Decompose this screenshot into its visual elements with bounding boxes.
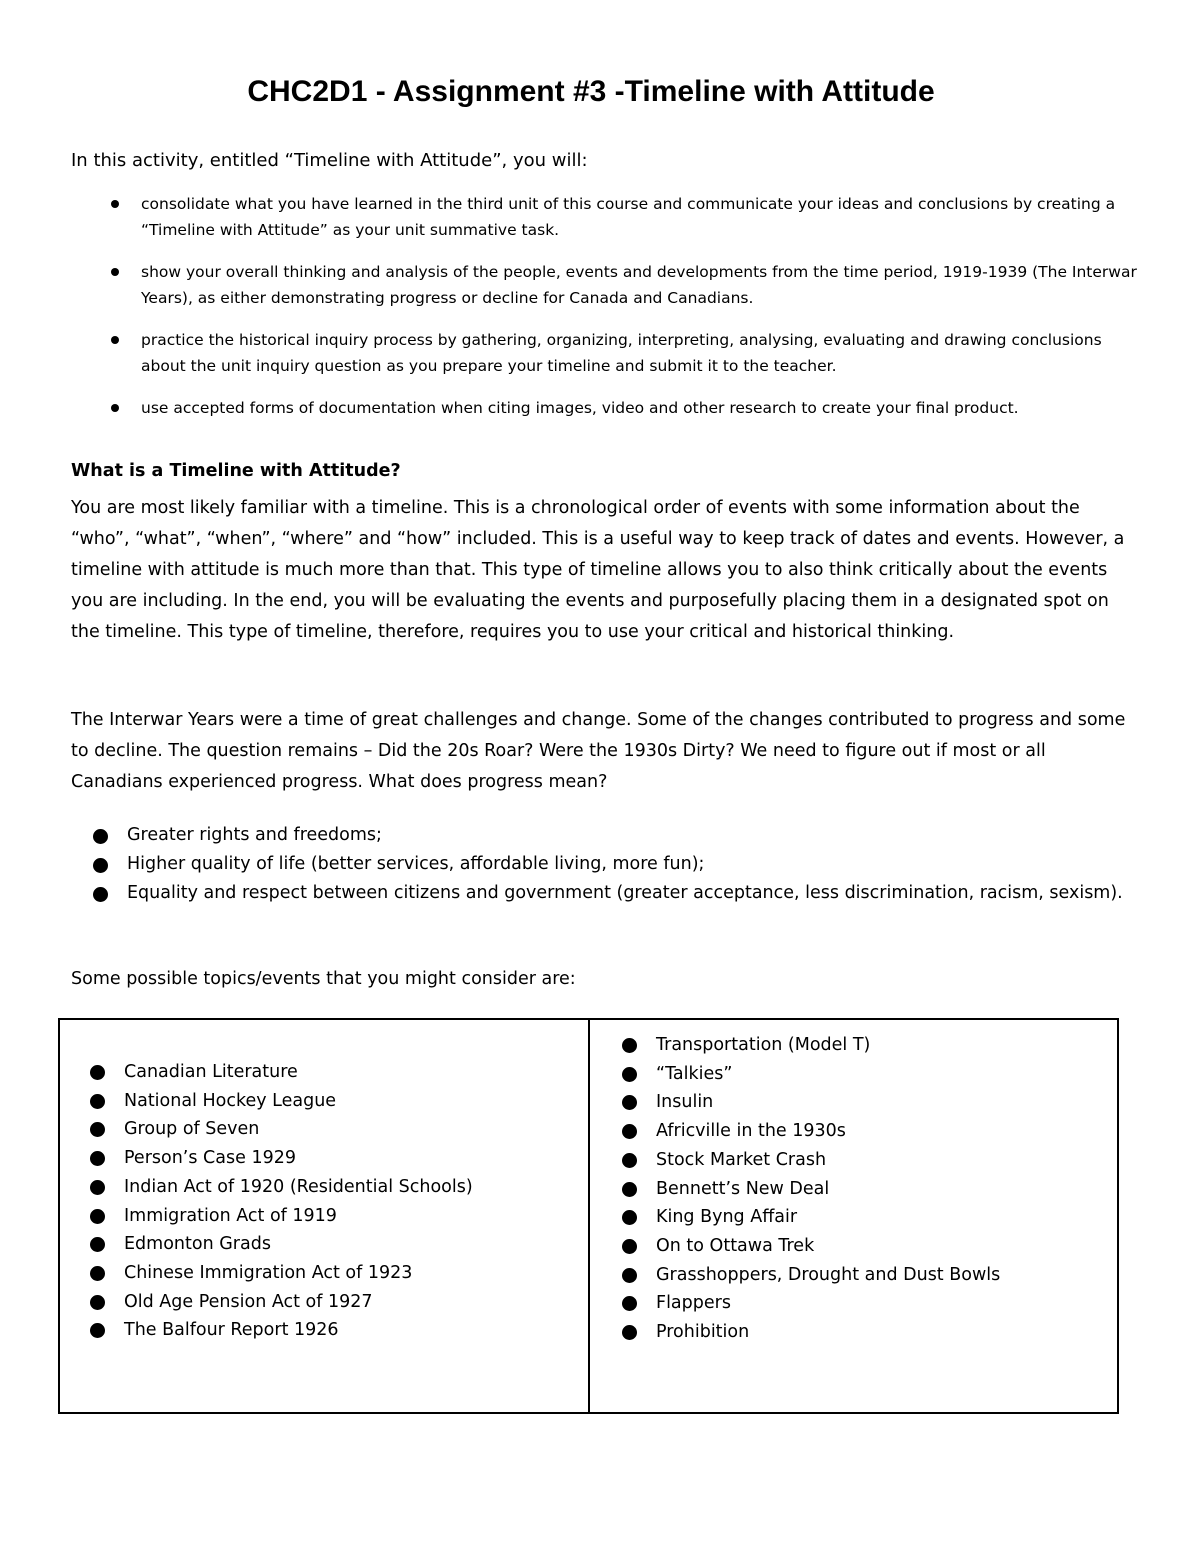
- bullet-icon: [90, 1180, 105, 1195]
- topic-item: Africville in the 1930s: [592, 1117, 1112, 1146]
- topic-item: Canadian Literature: [60, 1058, 580, 1087]
- page-title: CHC2D1 - Assignment #3 -Timeline with Attitude: [247, 75, 935, 108]
- list-item: Higher quality of life (better services, affordable living, more fun);: [71, 850, 1141, 879]
- bullet-icon: [622, 1182, 637, 1197]
- bullet-icon: [111, 404, 119, 412]
- topics-table: [58, 1018, 1119, 1414]
- bullet-icon: [622, 1268, 637, 1283]
- bullet-icon: [90, 1323, 105, 1338]
- bullet-icon: [622, 1296, 637, 1311]
- topic-item: Chinese Immigration Act of 1923: [60, 1259, 580, 1288]
- topic-item: National Hockey League: [60, 1087, 580, 1116]
- bullet-icon: [622, 1210, 637, 1225]
- bullet-icon: [90, 1151, 105, 1166]
- topics-intro: Some possible topics/events that you might consider are:: [71, 969, 576, 989]
- topic-item: On to Ottawa Trek: [592, 1232, 1112, 1261]
- bullet-icon: [622, 1038, 637, 1053]
- bullet-icon: [90, 1065, 105, 1080]
- topic-item: Insulin: [592, 1088, 1112, 1117]
- topic-item: Flappers: [592, 1289, 1112, 1318]
- bullet-icon: [90, 1266, 105, 1281]
- topic-item: Person’s Case 1929: [60, 1144, 580, 1173]
- topic-item: Stock Market Crash: [592, 1146, 1112, 1175]
- bullet-icon: [111, 200, 119, 208]
- topic-item: Grasshoppers, Drought and Dust Bowls: [592, 1261, 1112, 1290]
- bullet-icon: [111, 336, 119, 344]
- bullet-icon: [622, 1095, 637, 1110]
- bullet-icon: [622, 1124, 637, 1139]
- bullet-icon: [90, 1209, 105, 1224]
- objective-item: practice the historical inquiry process by gathering, organizing, interpreting, analysing, evaluating and drawing conclusions about the unit inquiry question as you prepare your timeline and submit it to the teacher.: [71, 327, 1141, 379]
- topic-item: Bennett’s New Deal: [592, 1175, 1112, 1204]
- bullet-icon: [111, 268, 119, 276]
- bullet-icon: [93, 829, 108, 844]
- bullet-icon: [90, 1094, 105, 1109]
- topic-item: Group of Seven: [60, 1115, 580, 1144]
- list-item: Greater rights and freedoms;: [71, 821, 1141, 850]
- bullet-icon: [93, 887, 108, 902]
- list-item: Equality and respect between citizens and government (greater acceptance, less discrimination, racism, sexism).: [71, 879, 1141, 908]
- objective-item: use accepted forms of documentation when citing images, video and other research to create your final product.: [71, 395, 1141, 421]
- bullet-icon: [622, 1239, 637, 1254]
- progress-meanings-list: [71, 821, 1141, 908]
- bullet-icon: [622, 1153, 637, 1168]
- table-divider: [588, 1020, 590, 1412]
- bullet-icon: [90, 1237, 105, 1252]
- bullet-icon: [93, 858, 108, 873]
- topic-item: Old Age Pension Act of 1927: [60, 1288, 580, 1317]
- objective-item: show your overall thinking and analysis of the people, events and developments from the time period, 1919-1939 (The Interwar Years), as either demonstrating progress or decline for Canada and Canadians.: [71, 259, 1141, 311]
- paragraph-timeline-definition: You are most likely familiar with a timeline. This is a chronological order of events with some information about the “who”, “what”, “when”, “where” and “how” included. This is a useful way to keep track of dates and events. However, a timeline with attitude is much more than that. This type of timeline allows you to also think critically about the events you are including. In the end, you will be evaluating the events and purposefully placing them in a designated spot on the timeline. This type of timeline, therefore, requires you to use your critical and historical thinking.: [71, 498, 1125, 642]
- section-heading: What is a Timeline with Attitude?: [71, 461, 401, 481]
- topics-left-column: [60, 1058, 580, 1345]
- bullet-icon: [90, 1122, 105, 1137]
- topic-item: “Talkies”: [592, 1060, 1112, 1089]
- bullet-icon: [90, 1295, 105, 1310]
- topic-item: Prohibition: [592, 1318, 1112, 1347]
- topic-item: The Balfour Report 1926: [60, 1316, 580, 1345]
- bullet-icon: [622, 1067, 637, 1082]
- objective-item: consolidate what you have learned in the third unit of this course and communicate your ideas and conclusions by creating a “Timeline with Attitude” as your unit summative task.: [71, 191, 1141, 243]
- topic-item: Edmonton Grads: [60, 1230, 580, 1259]
- intro-text: In this activity, entitled “Timeline with Attitude”, you will:: [71, 150, 588, 171]
- topic-item: Transportation (Model T): [592, 1031, 1112, 1060]
- bullet-icon: [622, 1325, 637, 1340]
- topic-item: King Byng Affair: [592, 1203, 1112, 1232]
- topic-item: Immigration Act of 1919: [60, 1202, 580, 1231]
- objectives-list: [71, 191, 1141, 437]
- topics-right-column: [592, 1031, 1112, 1347]
- paragraph-interwar-years: The Interwar Years were a time of great challenges and change. Some of the changes contributed to progress and some to decline. The question remains – Did the 20s Roar? Were the 1930s Dirty? We need to figure out if most or all Canadians experienced progress. What does progress mean?: [71, 710, 1126, 792]
- topic-item: Indian Act of 1920 (Residential Schools): [60, 1173, 580, 1202]
